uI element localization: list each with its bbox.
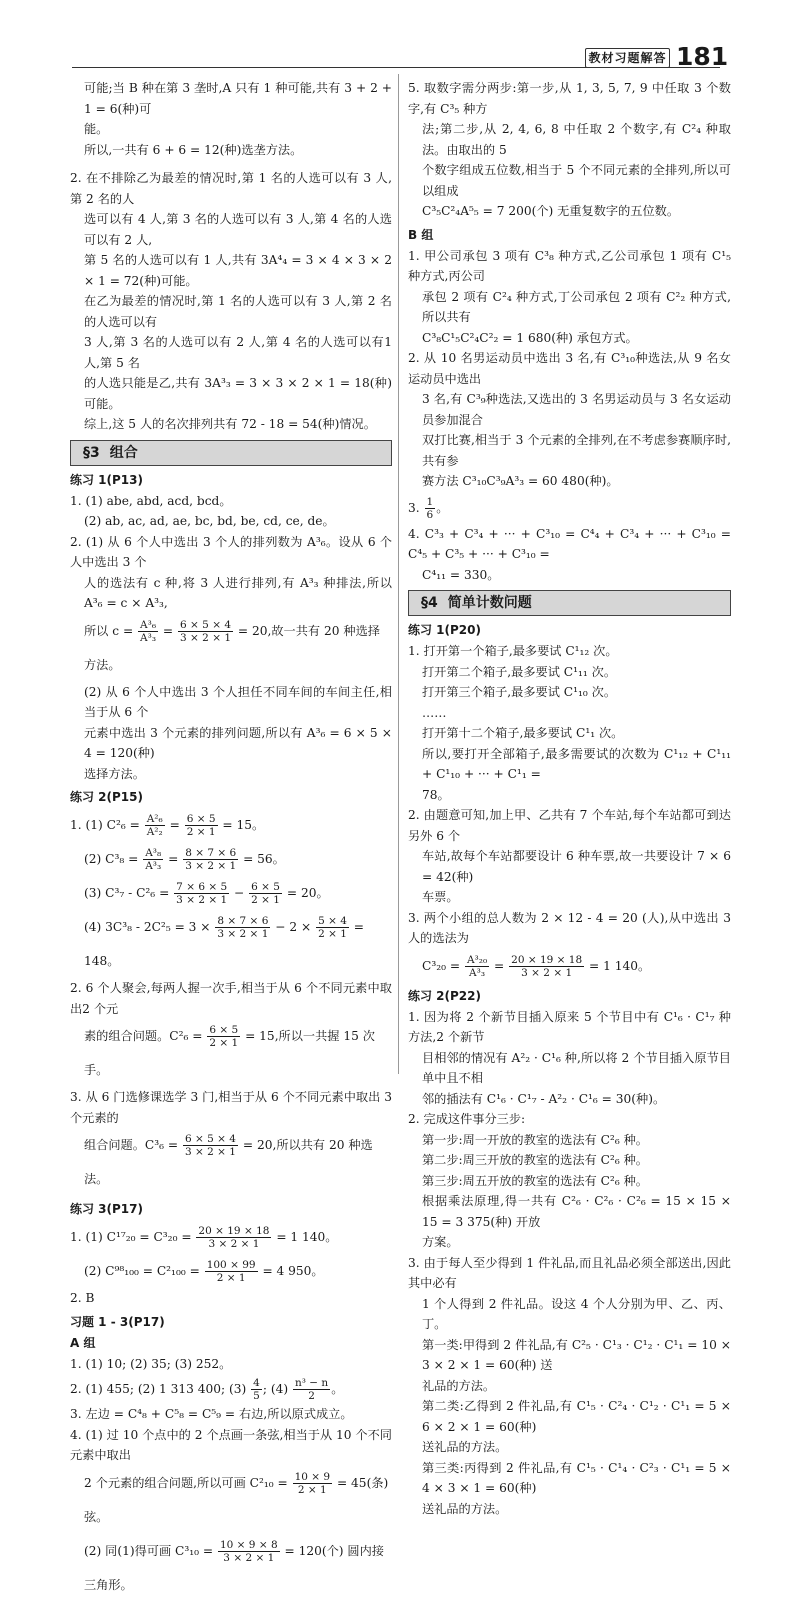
page-number: 181 [676,42,729,71]
math-line: (2) C⁹⁸₁₀₀ = C²₁₀₀ = $\frac{100 \times 99}{2 \times 1}$ = 4 950。 [84,1259,324,1284]
text-line: 2. 在不排除乙为最差的情况时,第 1 名的人选可以有 3 人,第 2 名的人 [70,171,392,206]
text-line: 3 人,第 3 名的人选可以有 2 人,第 4 名的人选可以有1 人,第 5 名 [84,335,392,370]
text-line: 2. 由题意可知,加上甲、乙共有 7 个车站,每个车站都可到达另外 6 个 [408,808,731,843]
math-text: = 20,故一共有 20 种选择方法。 [84,623,380,672]
math-line: 所以 c = $\frac{\text{A³₆}}{\text{A³₃}}$ = $\frac{6 \times 5 \times 4}{3 \times 2 \times 1}$ = 20,故一共有 20 种选择方法。 [84,618,380,672]
header-tag: 教材习题解答 [585,48,670,68]
text-line: 3. 两个小组的总人数为 2 × 12 - 4 = 20 (人),从中选出 3 人的选法为 [408,910,731,945]
text-line: 1. (1) abe, abd, acd, bcd。 [70,493,232,508]
text-line: 1. (1) 10; (2) 35; (3) 252。 [70,1356,232,1371]
text-line: 5. 取数字需分两步:第一步,从 1, 3, 5, 7, 9 中任取 3 个数字,有 C³₅ 种方 [408,81,731,116]
text-line: 1 个人得到 2 件礼品。设这 4 个人分别为甲、乙、丙、丁。 [422,1296,731,1331]
text-line: 4. (1) 过 10 个点中的 2 个点画一条弦,相当于从 10 个不同元素中取出 [70,1427,392,1462]
section-title: 简单计数问题 [447,595,532,611]
text-line: 方案。 [422,1235,459,1249]
right-column [408,78,731,1519]
text-line: 第二步:周三开放的教室的选法有 C²₆ 种。 [422,1153,648,1167]
text-line: 3. 由于每人至少得到 1 件礼品,而且礼品必须全部送出,因此其中必有 [408,1255,731,1290]
text-line: …… [422,705,447,720]
text-line: 第一步:周一开放的教室的选法有 C²₆ 种。 [422,1132,648,1147]
exercise-label: 练习 1(P13) [70,472,143,487]
text-line: 3 名,有 C³₉种选法,又选出的 3 名男运动员与 3 名女运动员参加混合 [422,392,731,427]
text-line: 第三类:丙得到 2 件礼品,有 C¹₅ · C¹₄ · C²₃ · C¹₁ = 5 × 4 × 3 × 1 = 60(种) [422,1460,731,1495]
text-line: 综上,这 5 人的名次排列共有 72 - 18 = 54(种)情况。 [84,417,376,431]
math-text: 所以 c = [84,623,138,638]
math-line: 3. $\frac{1}{6}$ 。 [408,495,449,521]
text-line: (2) 从 6 个人中选出 3 个人担任不同车间的车间主任,相当于从 6 个 [84,684,392,719]
group-label: B 组 [408,227,434,242]
text-line: 送礼品的方法。 [422,1501,508,1516]
text-line: C³₈C¹₅C²₄C²₂ = 1 680(种) 承包方式。 [422,330,638,345]
text-line: 选可以有 4 人,第 3 名的人选可以有 3 人,第 4 名的人选可以有 2 人, [84,212,392,247]
text-line: 打开第十二个箱子,最多要试 C¹₁ 次。 [422,726,624,740]
exercise-label: 练习 1(P20) [408,623,481,637]
text-line: 78。 [422,787,450,802]
exercise-label: 练习 2(P15) [70,790,143,804]
math-line: (2) C³₈ = $\frac{\text{A³₈}}{\text{A³₃}}$ = $\frac{8 \times 7 \times 6}{3 \times 2 \times 1}$ = 56。 [84,847,285,872]
text-line: 个数字组成五位数,相当于 5 个不同元素的全排列,所以可以组成 [422,163,731,198]
math-line: 1. (1) C²₆ = $\frac{\text{A²₆}}{\text{A²₂}}$ = $\frac{6 \times 5}{2 \times 1}$ = 15。 [70,813,265,838]
text-line: 1. 因为将 2 个新节目插入原来 5 个节目中有 C¹₆ · C¹₇ 种方法,2 个新节 [408,1009,731,1044]
fraction: $\frac{6 \times 5 \times 4}{3 \times 2 \times 1}$ [180,618,232,644]
math-line: 2 个元素的组合问题,所以可画 C²₁₀ = $\frac{10 \times 9}{2 \times 1}$ = 45(条) 弦。 [84,1470,389,1524]
text-line: 4. C³₃ + C³₄ + ··· + C³₁₀ = C⁴₄ + C³₄ + ··· + C³₁₀ = C⁴₅ + C³₅ + ··· + C³₁₀ = [408,526,731,561]
group-label: A 组 [70,1335,96,1350]
text-line: C³₅C²₄A⁵₅ = 7 200(个) 无重复数字的五位数。 [422,204,680,218]
text-line: 能。 [84,122,109,136]
text-line: (2) ab, ac, ad, ae, bc, bd, be, cd, ce, de。 [84,514,335,528]
text-line: 1. 打开第一个箱子,最多要试 C¹₁₂ 次。 [408,644,618,658]
text-line: 3. 左边 = C⁴₈ + C⁵₈ = C⁵₉ = 右边,所以原式成立。 [70,1407,353,1421]
text-line: 车站,故每个车站都要设计 6 种车票,故一共要设计 7 × 6 = 42(种) [422,849,731,884]
text-line: 送礼品的方法。 [422,1440,508,1454]
math-line: 素的组合问题。C²₆ = $\frac{6 \times 5}{2 \times 1}$ = 15,所以一共握 15 次手。 [84,1024,375,1077]
text-line: 所以,一共有 6 + 6 = 12(种)选垄方法。 [84,142,303,157]
text-line: 根据乘法原理,得一共有 C²₆ · C²₆ · C²₆ = 15 × 15 × 15 = 3 375(种) 开放 [422,1194,731,1229]
section-number: §4 [421,595,438,611]
text-line: 法;第二步,从 2, 4, 6, 8 中任取 2 个数字,有 C²₄ 种取法。由取出的 5 [422,122,731,157]
text-line: 1. 甲公司承包 3 项有 C³₈ 种方式,乙公司承包 1 项有 C¹₅ 种方式,丙公司 [408,248,731,283]
text-line: 2. (1) 从 6 个人中选出 3 个人的排列数为 A³₆。设从 6 个人中选出 3 个 [70,534,392,569]
text-line: 第一类:甲得到 2 件礼品,有 C²₅ · C¹₃ · C¹₂ · C¹₁ = 10 × 3 × 2 × 1 = 60(种) 送 [422,1337,731,1372]
text-line: 在乙为最差的情况时,第 1 名的人选可以有 3 人,第 2 名的人选可以有 [84,294,392,329]
text-line: 第三步:周五开放的教室的选法有 C²₆ 种。 [422,1173,648,1188]
math-line: 1. (1) C¹⁷₂₀ = C³₂₀ = $\frac{20 \times 19 \times 18}{3 \times 2 \times 1}$ = 1 140。 [70,1225,338,1250]
section-heading-4 [408,590,731,616]
math-line: (4) 3C³₈ - 2C²₅ = 3 × $\frac{8 \times 7 \times 6}{3 \times 2 \times 1}$ − 2 × $\frac{5 \times 4}{2 \times 1}$ = 148。 [84,915,365,968]
text-line: 车票。 [422,890,459,904]
text-line: 打开第二个箱子,最多要试 C¹₁₁ 次。 [422,664,617,679]
math-line: (2) 同(1)得可画 C³₁₀ = $\frac{10 \times 9 \times 8}{3 \times 2 \times 1}$ = 120(个) 圆内接三角形。 [84,1538,384,1592]
text-line: 邻的插法有 C¹₆ · C¹₇ - A²₂ · C¹₆ = 30(种)。 [422,1091,666,1106]
left-column [70,78,392,1602]
section-number: §3 [83,444,100,461]
exercise-label: 习题 1 - 3(P17) [70,1314,165,1329]
fraction: $\frac{\text{A³₆}}{\text{A³₃}}$ [140,618,157,644]
text-line: 目相邻的情况有 A²₂ · C¹₆ 种,所以将 2 个节目插入原节目单中且不相 [422,1050,731,1085]
text-line: C⁴₁₁ = 330。 [422,567,500,582]
text-line: 第二类:乙得到 2 件礼品,有 C¹₅ · C²₄ · C¹₂ · C¹₁ = 5 × 6 × 2 × 1 = 60(种) [422,1399,731,1434]
text-line: 的人选只能是乙,共有 3A³₃ = 3 × 3 × 2 × 1 = 18(种)可能。 [84,376,392,411]
text-line: 2. B [70,1291,95,1305]
text-line: 第 5 名的人选可以有 1 人,共有 3A⁴₄ = 3 × 4 × 3 × 2 × 1 = 72(种)可能。 [84,253,392,288]
math-line: 2. (1) 455; (2) 1 313 400; (3) $\frac{4}{5}$ ; (4) $\frac{\text{n³ − n}}{2}$ 。 [70,1377,344,1402]
math-line: C³₂₀ = $\frac{\text{A³₂₀}}{\text{A³₃}}$ = $\frac{20 \times 19 \times 18}{3 \times 2 \times 1}$ = 1 140。 [422,953,651,979]
text-line: 2. 从 10 名男运动员中选出 3 名,有 C³₁₀种选法,从 9 名女运动员中选出 [408,351,731,386]
text-line: 元素中选出 3 个元素的排列问题,所以有 A³₆ = 6 × 5 × 4 = 120(种) [84,725,392,760]
text-line: 可能;当 B 种在第 3 垄时,A 只有 1 种可能,共有 3 + 2 + 1 = 6(种)可 [84,81,392,116]
exercise-label: 练习 2(P22) [408,988,481,1003]
text-line: 赛方法 C³₁₀C³₉A³₃ = 60 480(种)。 [422,474,619,488]
exercise-label: 练习 3(P17) [70,1202,143,1216]
text-line: 人的选法有 c 种,将 3 人进行排列,有 A³₃ 种排法,所以 A³₆ = c × A³₃, [84,575,392,610]
text-line: 承包 2 项有 C²₄ 种方式,丁公司承包 2 项有 C²₂ 种方式,所以共有 [422,289,731,324]
section-heading-3 [70,440,392,466]
text-line: 选择方法。 [84,766,145,781]
text-line: 2. 完成这件事分三步: [408,1112,526,1126]
math-line: (3) C³₇ - C²₆ = $\frac{7 \times 6 \times 5}{3 \times 2 \times 1}$ − $\frac{6 \times 5}{2 \times 1}$ = 20。 [84,881,329,906]
section-title: 组合 [109,444,138,461]
text-line: 礼品的方法。 [422,1378,496,1393]
text-line: 所以,要打开全部箱子,最多需要试的次数为 C¹₁₂ + C¹₁₁ + C¹₁₀ + ··· + C¹₁ = [422,746,731,781]
text-line: 2. 6 个人聚会,每两人握一次手,相当于从 6 个不同元素中取出2 个元 [70,981,392,1016]
text-line: 3. 从 6 门选修课选学 3 门,相当于从 6 个不同元素中取出 3 个元素的 [70,1090,392,1125]
text-line: 打开第三个箱子,最多要试 C¹₁₀ 次。 [422,685,617,699]
text-line: 双打比赛,相当于 3 个元素的全排列,在不考虑参赛顺序时,共有参 [422,433,731,468]
math-line: 组合问题。C³₆ = $\frac{6 \times 5 \times 4}{3 \times 2 \times 1}$ = 20,所以共有 20 种选法。 [84,1133,373,1186]
column-divider [398,74,399,1074]
